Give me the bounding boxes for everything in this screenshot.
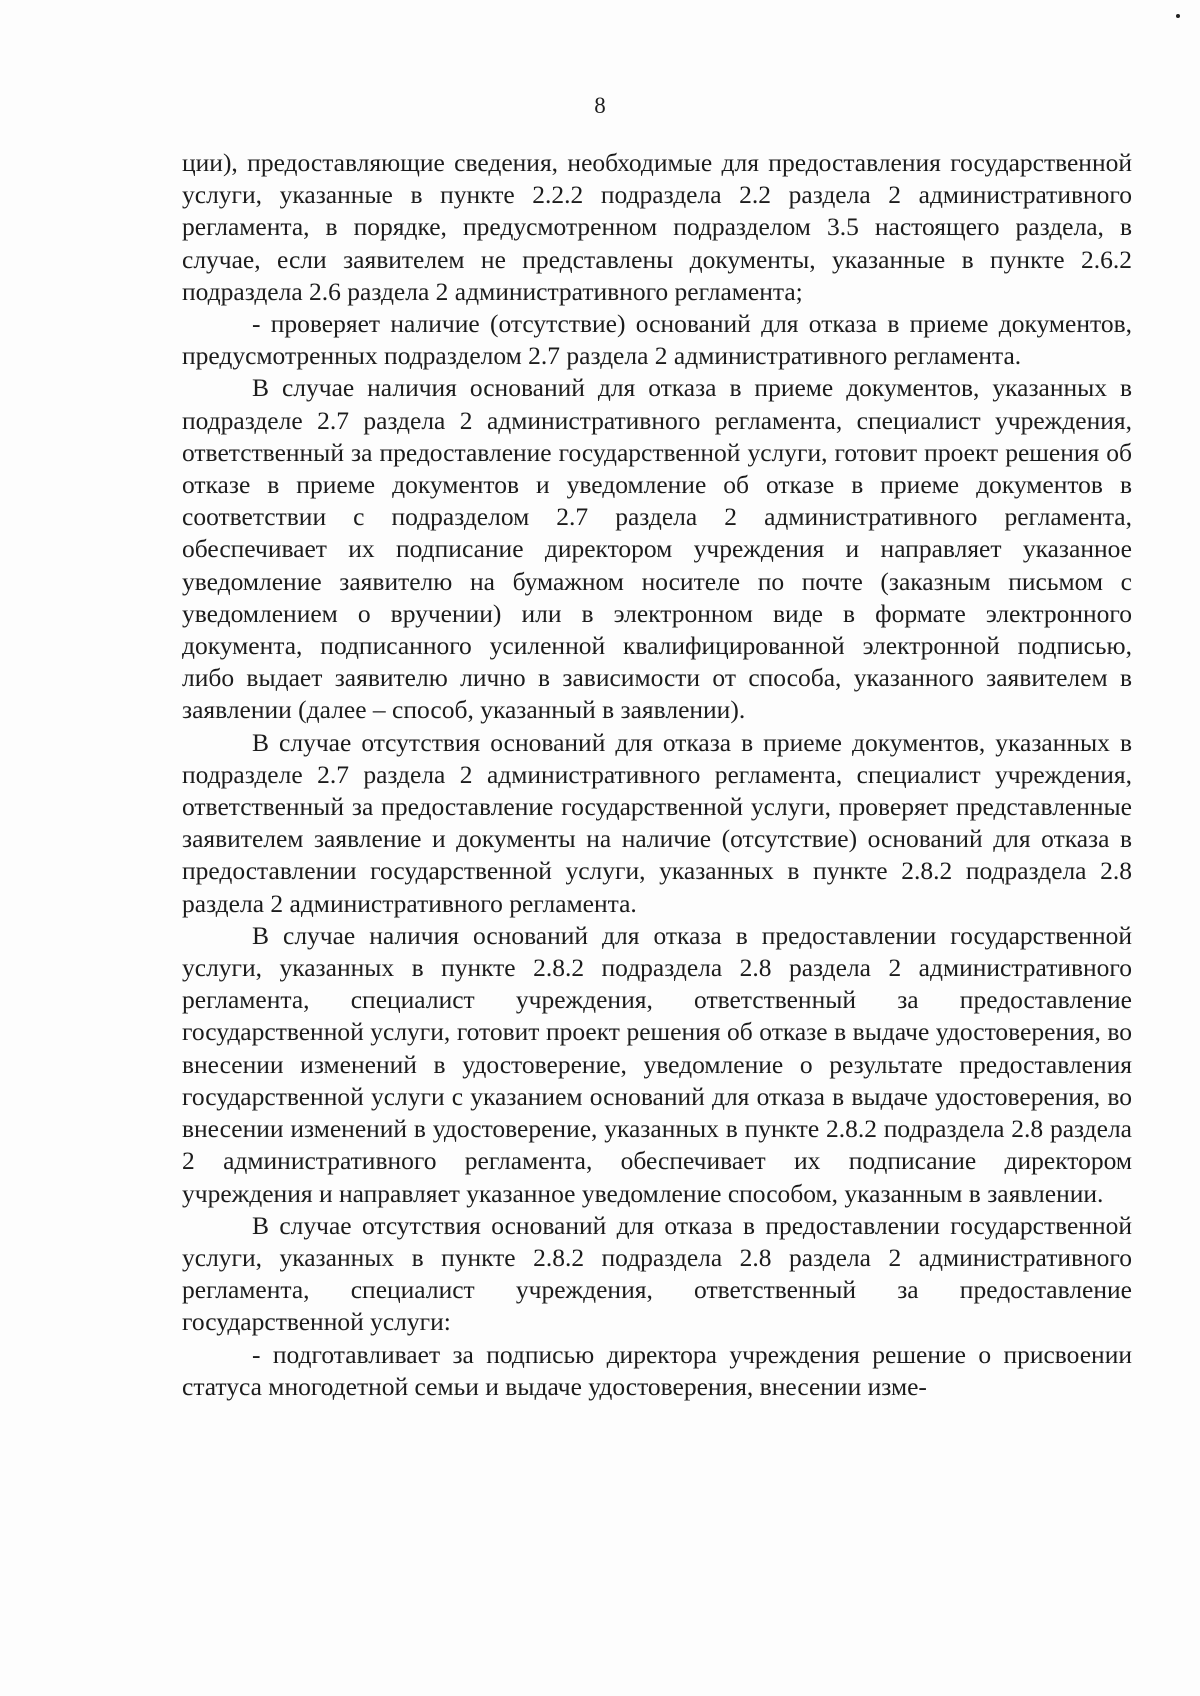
paragraph-refusal-service: В случае наличия оснований для отказа в предоставлении государственной услуги, указанных в пункте 2.8.2 подраздела 2.8 раздела 2 административного регламента, специалист учреждения, ответственный за предоставление государственной услуги, готовит проект решения об отказе в выдаче удостоверения, во внесении изменений в удостоверение, уведомление о результате предоставления государственной услуги с указанием оснований для отказа в выдаче удостоверения, во внесении изменений в удостоверение, указанных в пункте 2.8.2 подраздела 2.8 раздела 2 административного регламента, обеспечивает их подписание директором учреждения и направляет указанное уведомление способом, указанным в заявлении. [182,920,1132,1208]
paragraph-refusal-documents: В случае наличия оснований для отказа в приеме документов, указанных в подразделе 2.7 раздела 2 административного регламента, специалист учреждения, ответственный за предоставление государственной услуги, готовит проект решения об отказе в приеме документов и уведомление об отказе в приеме документов в соответствии с подразделом 2.7 раздела 2 административного регламента, обеспечивает их подписание директором учреждения и направляет указанное уведомление заявителю на бумажном носителе по почте (заказным письмом с уведомлением о вручении) или в электронном виде в формате электронного документа, подписанного усиленной квалифицированной электронной подписью, либо выдает заявителю лично в зависимости от способа, указанного заявителем в заявлении (далее – способ, указанный в заявлении). [182,373,1132,725]
paragraph-check-grounds: - проверяет наличие (отсутствие) оснований для отказа в приеме документов, предусмотренных подразделом 2.7 раздела 2 административного регламента. [182,309,1132,371]
paragraph-no-refusal-service: В случае отсутствия оснований для отказа в предоставлении государственной услуги, указанных в пункте 2.8.2 подраздела 2.8 раздела 2 административного регламента, специалист учреждения, ответственный за предоставление государственной услуги: [182,1210,1132,1337]
paragraph-no-refusal-documents: В случае отсутствия оснований для отказа в приеме документов, указанных в подразделе 2.7 раздела 2 административного регламента, специалист учреждения, ответственный за предоставление государственной услуги, проверяет представленные заявителем заявление и документы на наличие (отсутствие) оснований для отказа в предоставлении государственной услуги, указанных в пункте 2.8.2 подраздела 2.8 раздела 2 административного регламента. [182,727,1132,918]
paragraph-continuation: ции), предоставляющие сведения, необходимые для предоставления государственной услуги, указанные в пункте 2.2.2 подраздела 2.2 раздела 2 административного регламента, в порядке, предусмотренном подразделом 3.5 настоящего раздела, в случае, если заявителем не представлены документы, указанные в пункте 2.6.2 подраздела 2.6 раздела 2 административного регламента; [182,148,1132,306]
document-body [182,147,1132,1403]
paragraph-prepare-decision: - подготавливает за подписью директора учреждения решение о присвоении статуса многодетной семьи и выдаче удостоверения, внесении изме- [182,1339,1132,1401]
scan-speck [1176,14,1180,18]
page-number: 8 [594,93,606,118]
